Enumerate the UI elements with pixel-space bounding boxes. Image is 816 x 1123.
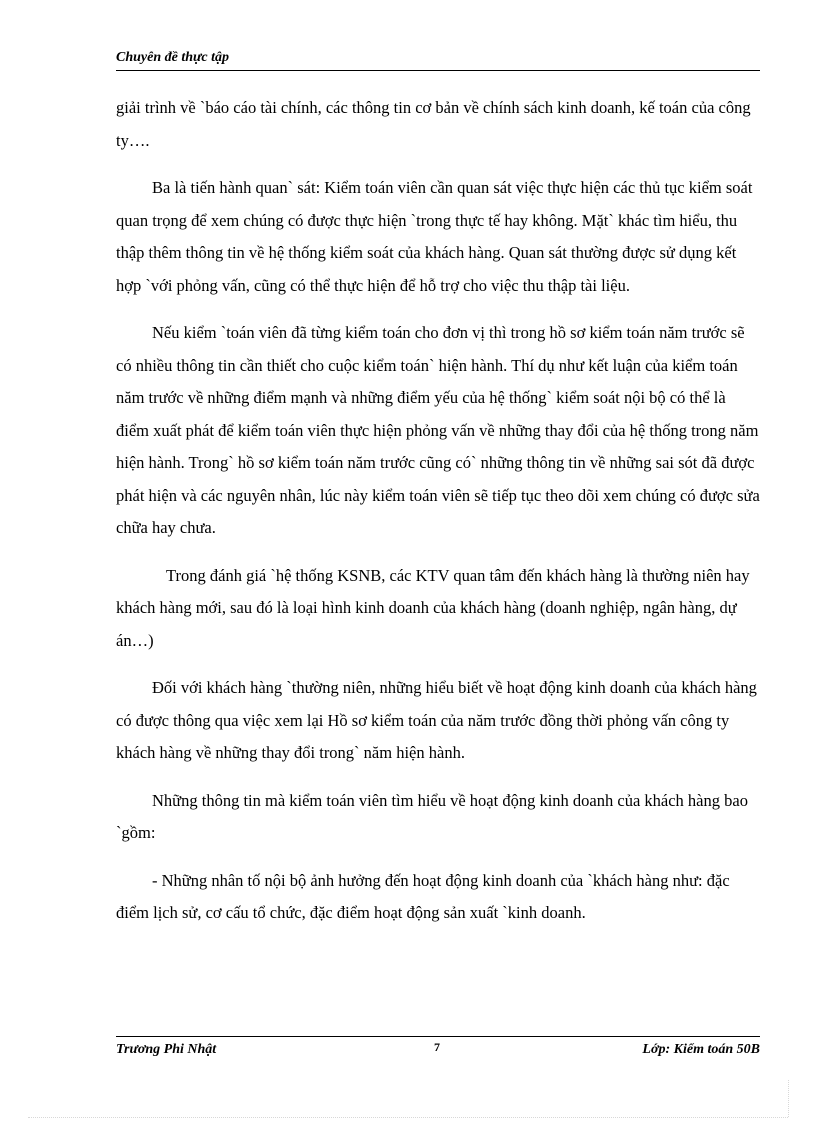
- paragraph-prior-year-file: Nếu kiểm `toán viên đã từng kiểm toán cho đơn vị thì trong hồ sơ kiểm toán năm trước sẽ có nhiều thông tin cần thiết cho cuộc kiểm toán` hiện hành. Thí dụ như kết luận của kiểm toán năm trước về những điểm mạnh và những điểm yếu của hệ thống` kiểm soát nội bộ có thể là điểm xuất phát để kiểm toán viên thực hiện phỏng vấn về những thay đổi của hệ thống trong năm hiện hành. Trong` hồ sơ kiểm toán năm trước cũng có` những thông tin về những sai sót đã được phát hiện và các nguyên nhân, lúc này kiểm toán viên sẽ tiếp tục theo dõi xem chúng có được sửa chữa hay chưa.: [116, 323, 760, 537]
- paragraph-internal-factors: - Những nhân tố nội bộ ảnh hưởng đến hoạt động kinh doanh của `khách hàng như: đặc điểm lịch sử, cơ cấu tổ chức, đặc điểm hoạt động sản xuất `kinh doanh.: [116, 870, 730, 922]
- header-title: Chuyên đề thực tập: [116, 50, 230, 65]
- page-number: 7: [434, 1040, 440, 1054]
- paragraph-ksnb-assessment: Trong đánh giá `hệ thống KSNB, các KTV quan tâm đến khách hàng là thường niên hay khách hàng mới, sau đó là loại hình kinh doanh của khách hàng (doanh nghiệp, ngân hàng, dự án…): [116, 565, 750, 650]
- paragraph-observation: Ba là tiến hành quan` sát: Kiểm toán viên cần quan sát việc thực hiện các thủ tục kiểm soát quan trọng để xem chúng có được thực hiện `trong thực tế hay không. Mặt` khác tìm hiểu, thu thập thêm thông tin về hệ thống kiểm soát của khách hàng. Quan sát thường được sử dụng kết hợp `với phỏng vấn, cũng có thể thực hiện để hỗ trợ cho việc thu thập tài liệu.: [116, 178, 753, 295]
- paragraph-continuation: giải trình về `báo cáo tài chính, các thông tin cơ bản về chính sách kinh doanh, kế toán của công ty….: [116, 98, 751, 150]
- footer-class-label: Lớp: Kiểm toán 50B: [642, 1042, 760, 1057]
- page-footer: [116, 1036, 760, 1063]
- document-body: [116, 92, 760, 945]
- page-edge-bottom: [28, 1117, 788, 1118]
- paragraph-business-info: Những thông tin mà kiểm toán viên tìm hiểu về hoạt động kinh doanh của khách hàng bao `gồm:: [116, 790, 748, 842]
- footer-author: Trương Phi Nhật: [116, 1042, 217, 1057]
- page-edge-right: [788, 1080, 789, 1117]
- page-header: [116, 48, 760, 71]
- paragraph-recurring-clients: Đối với khách hàng `thường niên, những hiểu biết về hoạt động kinh doanh của khách hàng có được thông qua việc xem lại Hồ sơ kiểm toán của năm trước đồng thời phỏng vấn công ty khách hàng về những thay đổi trong` năm hiện hành.: [116, 678, 757, 762]
